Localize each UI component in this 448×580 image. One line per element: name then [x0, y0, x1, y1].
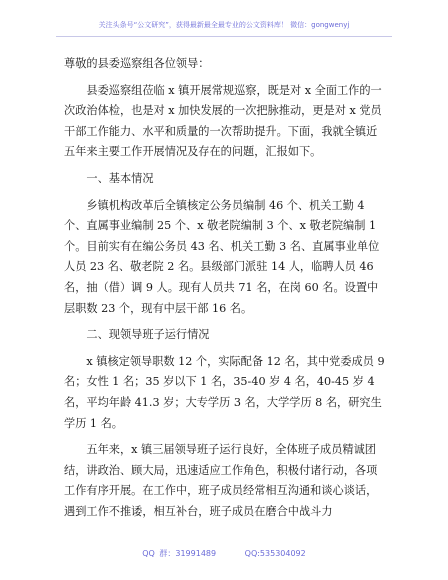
footer-qq-group: QQ 群：31991489 [142, 549, 217, 558]
document-body [64, 54, 386, 528]
section-heading-basic-info: 一、基本情况 [86, 171, 154, 185]
paragraph-intro: 县委巡察组莅临 x 镇开展常规巡察，既是对 x 全面工作的一次政治体检，也是对 x 加快发展的一次把脉推动，更是对 x 党员干部工作能力、水平和质量的一次帮助提升。下面，我就全镇近五年来主要工作开展情况及存在的问题，汇报如下。 [64, 83, 382, 159]
paragraph-basic-info: 乡镇机构改革后全镇核定公务员编制 46 个、机关工勤 4 个、直属事业编制 25 个、x 敬老院编制 3 个、x 敬老院编制 1 个。目前实有在编公务员 43 名、机关工勤 3 名、直属事业单位人员 23 名、敬老院 2 名。县级部门派驻 14 人，临聘人员 46 名，抽（借）调 9 人。现有人员共 71 名，在岗 60 名。设置中层职数 23 个，现有中层干部 16 名。 [64, 198, 380, 315]
greeting: 尊敬的县委巡察组各位领导： [64, 57, 210, 70]
paragraph-leadership-operation: 五年来，x 镇三届领导班子运行良好，全体班子成员精诚团结，讲政治、顾大局，迅速适应工作角色，积极付诸行动，各项工作有序开展。在工作中，班子成员经常相互沟通和谈心谈话，遇到工作不推诿，相互补台，班子成员在磨合中战斗力 [64, 443, 378, 518]
footer-qq: QQ:535304092 [244, 549, 306, 558]
page-footer [0, 548, 448, 559]
header-divider [56, 36, 392, 37]
page-header-banner: 关注头条号“公文研究”，获得最新最全最专业的公文资料库！ 微信：gongwenyj [98, 21, 350, 29]
paragraph-leadership-stats: x 镇核定领导职数 12 个，实际配备 12 名，其中党委成员 9 名；女性 1 名；35 岁以下 1 名，35-40 岁 4 名，40-45 岁 4 名，平均年龄 41.3 岁；大专学历 3 名，大学学历 8 名，研究生学历 1 名。 [64, 354, 385, 430]
section-heading-leadership: 二、现领导班子运行情况 [86, 328, 210, 342]
